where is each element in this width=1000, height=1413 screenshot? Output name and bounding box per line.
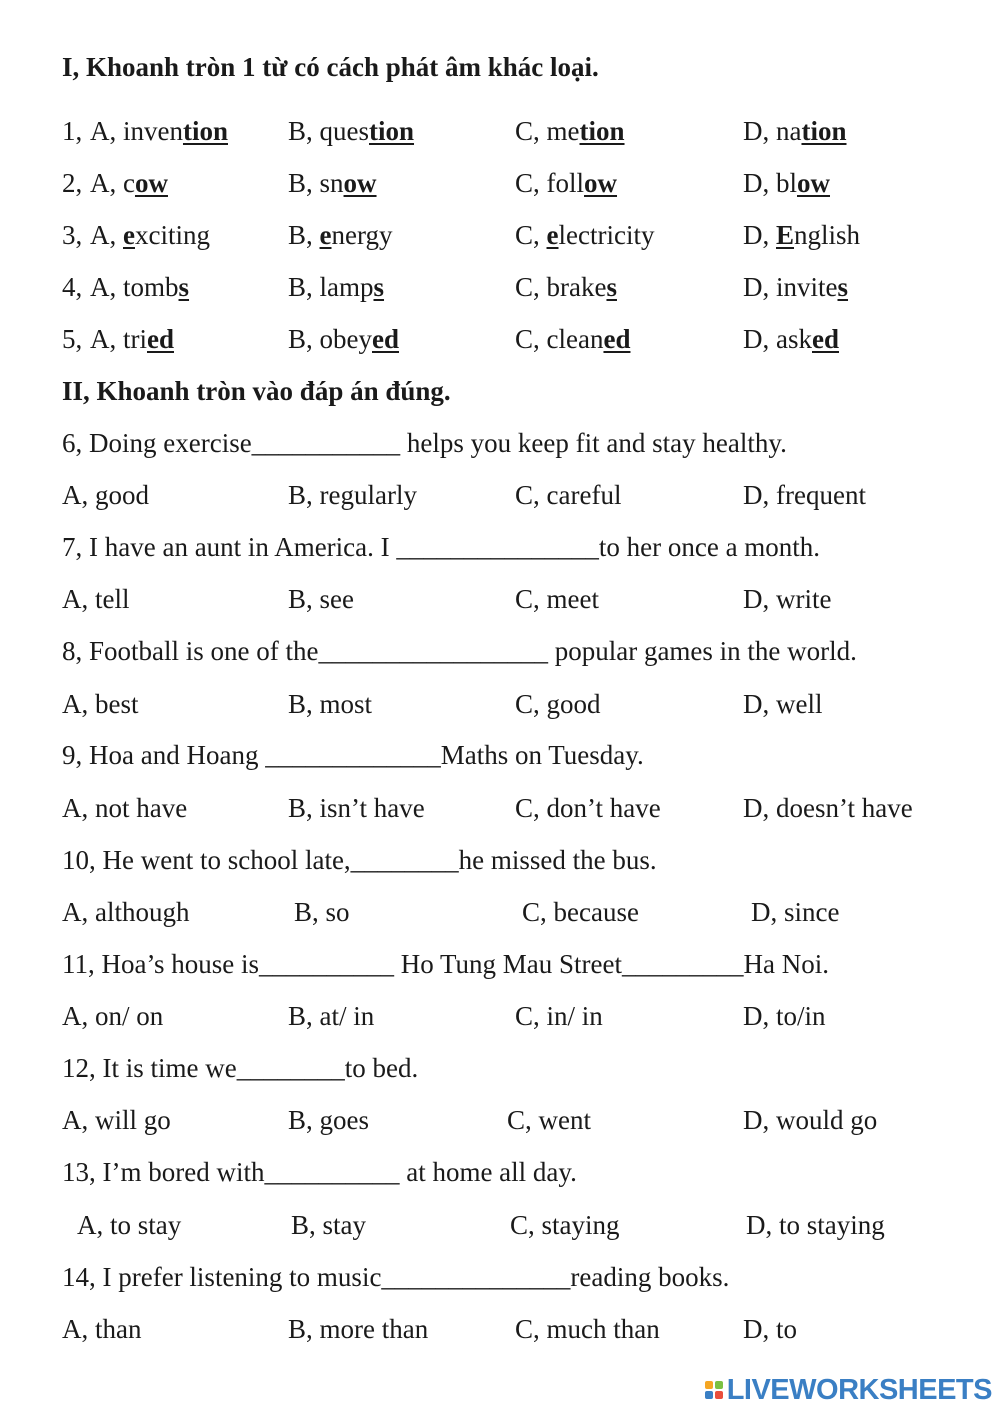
question-7-options — [0, 579, 1000, 619]
question-12 — [0, 1048, 1000, 1088]
option-a[interactable]: A, will go — [62, 1105, 171, 1135]
question-text: 10, He went to school late,________he missed the bus. — [62, 845, 657, 875]
option-b[interactable]: B, goes — [288, 1105, 369, 1135]
question-text: 8, Football is one of the_________________ popular games in the world. — [62, 636, 857, 666]
option-b[interactable]: B, snow — [288, 168, 377, 198]
option-c[interactable]: C, meet — [515, 584, 599, 614]
option-d[interactable]: D, well — [743, 689, 823, 719]
option-a[interactable]: A, tell — [62, 584, 130, 614]
question-row-3 — [0, 215, 1000, 255]
option-b[interactable]: B, most — [288, 689, 373, 719]
option-a[interactable]: A, on/ on — [62, 1001, 164, 1031]
option-b[interactable]: B, more than — [288, 1314, 429, 1344]
question-13-options — [0, 1205, 1000, 1245]
question-text: 12, It is time we________to bed. — [62, 1053, 419, 1083]
question-row-4 — [0, 267, 1000, 307]
question-12-options — [0, 1100, 1000, 1140]
option-a[interactable]: A, invention — [90, 116, 228, 146]
option-c[interactable]: C, don’t have — [515, 793, 661, 823]
option-c[interactable]: C, good — [515, 689, 601, 719]
question-6 — [0, 423, 1000, 463]
option-c[interactable]: C, staying — [510, 1210, 620, 1240]
option-a[interactable]: A, not have — [62, 793, 188, 823]
option-b[interactable]: B, energy — [288, 220, 393, 250]
option-b[interactable]: B, see — [288, 584, 354, 614]
option-c[interactable]: C, careful — [515, 480, 622, 510]
option-b[interactable]: B, so — [294, 897, 350, 927]
option-d[interactable]: D, English — [743, 220, 861, 250]
question-text: 6, Doing exercise___________ helps you keep fit and stay healthy. — [62, 428, 787, 458]
question-10 — [0, 840, 1000, 880]
option-d[interactable]: D, to — [743, 1314, 797, 1344]
option-c[interactable]: C, cleaned — [515, 324, 631, 354]
question-row-5 — [0, 319, 1000, 359]
option-d[interactable]: D, doesn’t have — [743, 793, 913, 823]
option-c[interactable]: C, in/ in — [515, 1001, 603, 1031]
section-2-title: II, Khoanh tròn vào đáp án đúng. — [62, 376, 451, 406]
option-d[interactable]: D, blow — [743, 168, 830, 198]
option-c[interactable]: C, much than — [515, 1314, 660, 1344]
option-a[interactable]: A, exciting — [90, 220, 210, 250]
option-b[interactable]: B, stay — [291, 1210, 367, 1240]
option-c[interactable]: C, went — [507, 1105, 591, 1135]
option-b[interactable]: B, obeyed — [288, 324, 399, 354]
option-b[interactable]: B, lamps — [288, 272, 385, 302]
question-text: 14, I prefer listening to music______________reading books. — [62, 1262, 730, 1292]
option-a[interactable]: A, cow — [90, 168, 168, 198]
option-d[interactable]: D, invites — [743, 272, 849, 302]
option-a[interactable]: A, good — [62, 480, 149, 510]
option-b[interactable]: B, regularly — [288, 480, 417, 510]
question-6-options — [0, 475, 1000, 515]
question-8-options — [0, 684, 1000, 724]
option-a[interactable]: A, tried — [90, 324, 174, 354]
question-text: 9, Hoa and Hoang _____________Maths on Tuesday. — [62, 740, 644, 770]
question-number: 4, — [62, 272, 83, 302]
question-11 — [0, 944, 1000, 984]
question-text: 13, I’m bored with__________ at home all day. — [62, 1157, 577, 1187]
question-text: 11, Hoa’s house is__________ Ho Tung Mau Street_________Ha Noi. — [62, 949, 829, 979]
liveworksheets-logo — [705, 1375, 992, 1405]
question-number: 2, — [62, 168, 83, 198]
option-d[interactable]: D, since — [751, 897, 840, 927]
option-c[interactable]: C, electricity — [515, 220, 655, 250]
question-9 — [0, 735, 1000, 775]
option-a[interactable]: A, tombs — [90, 272, 190, 302]
option-a[interactable]: A, to stay — [77, 1210, 182, 1240]
option-c[interactable]: C, follow — [515, 168, 618, 198]
logo-text: LIVEWORKSHEETS — [726, 1373, 992, 1406]
option-a[interactable]: A, than — [62, 1314, 142, 1344]
option-d[interactable]: D, frequent — [743, 480, 866, 510]
question-10-options — [0, 892, 1000, 932]
question-8 — [0, 631, 1000, 671]
option-d[interactable]: D, write — [743, 584, 832, 614]
option-b[interactable]: B, isn’t have — [288, 793, 425, 823]
question-number: 5, — [62, 324, 83, 354]
option-b[interactable]: B, question — [288, 116, 415, 146]
option-d[interactable]: D, would go — [743, 1105, 878, 1135]
question-14-options — [0, 1309, 1000, 1349]
question-13 — [0, 1152, 1000, 1192]
question-9-options — [0, 788, 1000, 828]
question-7 — [0, 527, 1000, 567]
section-1-title: I, Khoanh tròn 1 từ có cách phát âm khác loại. — [62, 52, 599, 82]
option-c[interactable]: C, because — [522, 897, 639, 927]
question-row-1 — [0, 111, 1000, 151]
option-d[interactable]: D, to/in — [743, 1001, 826, 1031]
question-14 — [0, 1257, 1000, 1297]
option-c[interactable]: C, metion — [515, 116, 625, 146]
logo-grid-icon — [705, 1381, 723, 1399]
option-b[interactable]: B, at/ in — [288, 1001, 375, 1031]
question-row-2 — [0, 163, 1000, 203]
option-a[interactable]: A, best — [62, 689, 139, 719]
question-11-options — [0, 996, 1000, 1036]
option-c[interactable]: C, brakes — [515, 272, 617, 302]
option-a[interactable]: A, although — [62, 897, 190, 927]
option-d[interactable]: D, to staying — [746, 1210, 885, 1240]
question-number: 1, — [62, 116, 83, 146]
option-d[interactable]: D, asked — [743, 324, 839, 354]
option-d[interactable]: D, nation — [743, 116, 847, 146]
question-text: 7, I have an aunt in America. I _______________to her once a month. — [62, 532, 821, 562]
question-number: 3, — [62, 220, 83, 250]
